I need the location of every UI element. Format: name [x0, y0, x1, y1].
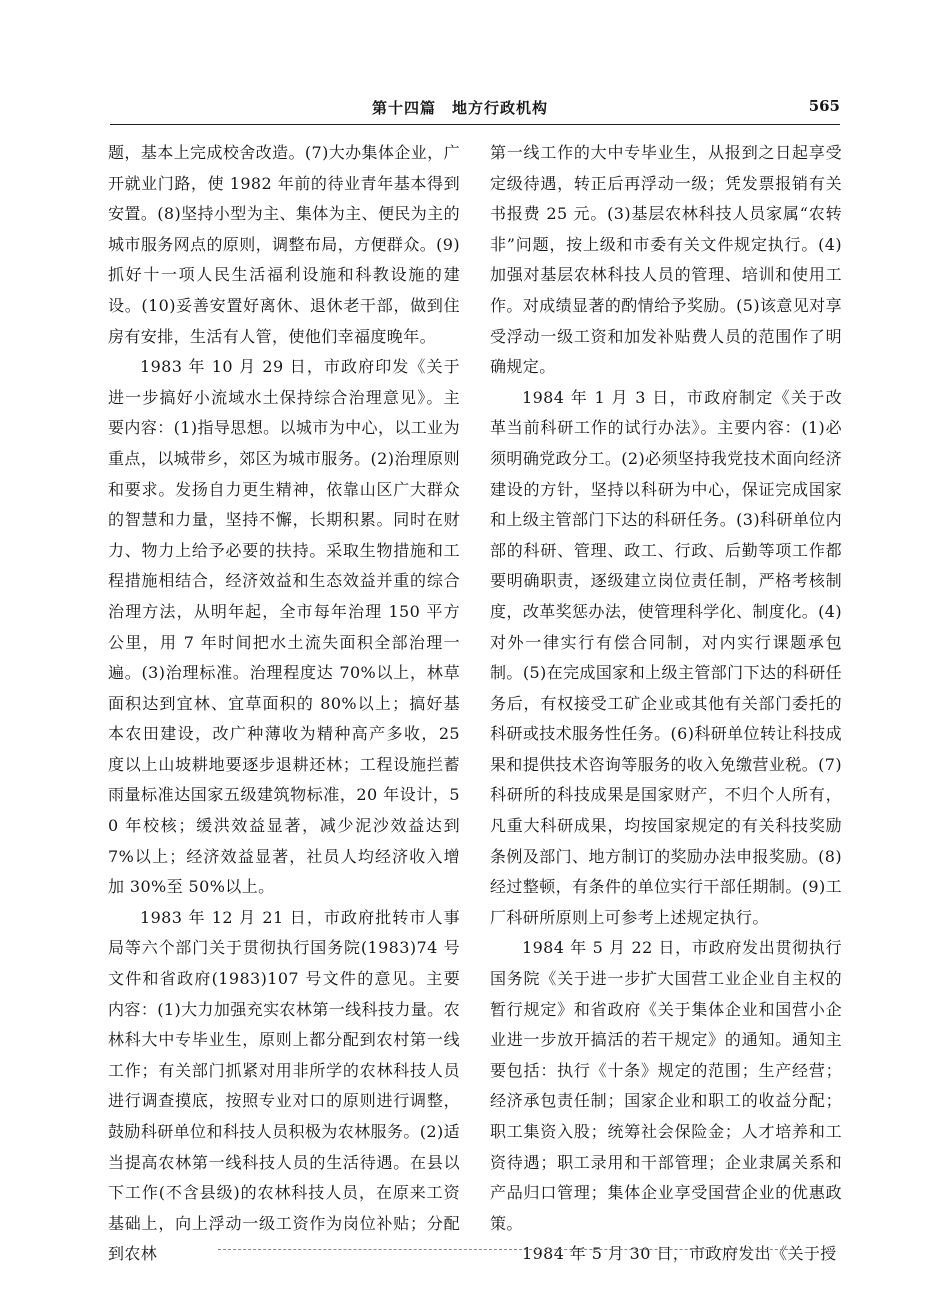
section-title: 第十四篇 地方行政机构	[372, 99, 549, 117]
header-rule	[110, 124, 840, 125]
paragraph: 1984 年 1 月 3 日，市政府制定《关于改革当前科研工作的试行办法》。主要内容：(1)必须明确党政分工。(2)必须坚持我党技术面向经济建设的方针，坚持以科研为中心，保证完成国家和上级主管部门下达的科研任务。(3)科研单位内部的科研、管理、政工、行政、后勤等项工作都要明确职责，逐级建立岗位责任制，严格考核制度，改革奖惩办法，使管理科学化、制度化。(4)对外一律实行有偿合同制，对内实行课题承包制。(5)在完成国家和上级主管部门下达的科研任务后，有权接受工矿企业或其他有关部门委托的科研或技术服务性任务。(6)科研单位转让科技成果和提供技术咨询等服务的收入免缴营业税。(7)科研所的科技成果是国家财产，不归个人所有，凡重大科研成果，均按国家规定的有关科技奖励条例及部门、地方制订的奖励办法申报奖励。(8)经过整顿，有条件的单位实行干部任期制。(9)工厂科研所原则上可参考上述规定执行。	[490, 387, 842, 927]
paragraph: 1983 年 12 月 21 日，市政府批转市人事局等六个部门关于贯彻执行国务院(1983)74 号文件和省政府(1983)107 号文件的意见。主要内容：(1)大力加强充实农林第一线科技力量。农林科大中专毕业生，原则上都分配到农村第一线工作；有关部门抓紧对用非所学的农林科技人员进行调查摸底，按照专业对口的原则进行调整，鼓励科研单位和科技人员积极为农林服务。(2)适当提高农林第一线科技人员的生活待遇。在县以下工作(不含县级)的农林科技人员，在原来工资基础上，向上浮动一级工资作为岗位补贴；分配到农林	[108, 907, 460, 1264]
right-column	[490, 138, 842, 1270]
paragraph: 题，基本上完成校舍改造。(7)大办集体企业，广开就业门路，使 1982 年前的待业青年基本得到安置。(8)坚持小型为主、集体为主、便民为主的城市服务网点的原则，调整布局，方便群众。(9)抓好十一项人民生活福利设施和科教设施的建设。(10)妥善安置好离休、退休老干部，做到住房有安排，生活有人管，使他们幸福度晚年。	[108, 143, 460, 346]
paragraph: 1983 年 10 月 29 日，市政府印发《关于进一步搞好小流域水土保持综合治理意见》。主要内容：(1)指导思想。以城市为中心，以工业为重点，以城带乡，郊区为城市服务。(2)治理原则和要求。发扬自力更生精神，依靠山区广大群众的智慧和力量，坚持不懈，长期积累。同时在财力、物力上给予必要的扶持。采取生物措施和工程措施相结合，经济效益和生态效益并重的综合治理方法，从明年起，全市每年治理 150 平方公里，用 7 年时间把水土流失面积全部治理一遍。(3)治理标准。治理程度达 70%以上，林草面积达到宜林、宜草面积的 80%以上；搞好基本农田建设，改广种薄收为精种高产多收，25 度以上山坡耕地要逐步退耕还林；工程设施拦蓄雨量标准达国家五级建筑物标准，20 年设计，50 年校核；缓洪效益显著，减少泥沙效益达到 7%以上；经济效益显著，社员人均经济收入增加 30%至 50%以上。	[108, 357, 460, 897]
page-number: 565	[808, 97, 840, 115]
footer-rule	[218, 1249, 798, 1250]
paragraph: 1984 年 5 月 22 日，市政府发出贯彻执行国务院《关于进一步扩大国营工业企业自主权的暂行规定》和省政府《关于集体企业和国营小企业进一步放开搞活的若干规定》的通知。通知主要包括：执行《十条》规定的范围；生产经营；经济承包责任制；国家企业和职工的收益分配；职工集资入股；统筹社会保险金；人才培养和工资待遇；职工录用和干部管理；企业隶属关系和产品归口管理；集体企业享受国营企业的优惠政策。	[490, 938, 842, 1233]
left-column	[108, 138, 460, 1270]
paragraph: 第一线工作的大中专毕业生，从报到之日起享受定级待遇，转正后再浮动一级；凭发票报销有关书报费 25 元。(3)基层农林科技人员家属“农转非”问题，按上级和市委有关文件规定执行。(4)加强对基层农林科技人员的管理、培训和使用工作。对成绩显著的酌情给予奖励。(5)该意见对享受浮动一级工资和加发补贴费人员的范围作了明确规定。	[490, 143, 842, 377]
page-header	[110, 97, 840, 123]
paragraph: 1984 年 5 月 30 日，市政府发出《关于授	[522, 1244, 837, 1264]
